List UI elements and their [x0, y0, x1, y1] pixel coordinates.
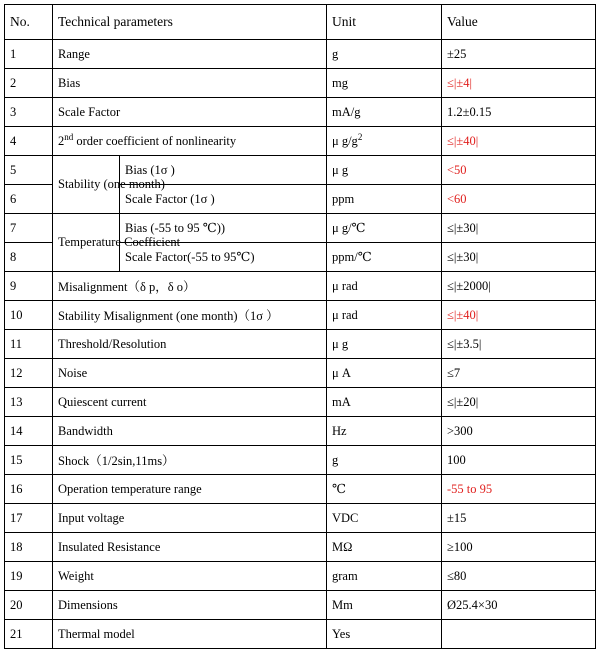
row-unit — [327, 127, 442, 156]
unit-text: μ g — [332, 162, 349, 177]
param-text: Weight — [58, 568, 94, 583]
unit-superscript: 2 — [357, 131, 363, 142]
param-group: Stability (one month) — [53, 156, 120, 214]
row-unit — [327, 388, 442, 417]
param-prefix: 2 — [58, 133, 65, 148]
param-text: Misalignment（δ p，δ o） — [58, 280, 196, 294]
table-row — [5, 388, 596, 417]
table-row — [5, 69, 596, 98]
row-param — [53, 272, 327, 301]
param-text: Range — [58, 46, 90, 61]
row-unit — [327, 533, 442, 562]
row-unit — [327, 185, 442, 214]
row-param — [53, 591, 327, 620]
unit-text: g — [332, 46, 339, 61]
row-param — [53, 69, 327, 98]
row-value: ≤|±3.5| — [442, 330, 596, 359]
row-value: Ø25.4×30 — [442, 591, 596, 620]
row-value: -55 to 95 — [442, 475, 596, 504]
unit-text: mA/g — [332, 104, 361, 119]
row-no: 7 — [5, 214, 53, 243]
param-text: Scale Factor — [58, 104, 121, 119]
unit-text: gram — [332, 568, 358, 583]
param-text: Threshold/Resolution — [58, 336, 167, 351]
spec-table — [4, 4, 596, 649]
row-no: 14 — [5, 417, 53, 446]
row-unit — [327, 504, 442, 533]
table-row — [5, 475, 596, 504]
row-no: 11 — [5, 330, 53, 359]
row-value: 1.2±0.15 — [442, 98, 596, 127]
unit-text: Hz — [332, 423, 347, 438]
param-text: Bandwidth — [58, 423, 113, 438]
param-group: Temperature Coefficient — [53, 214, 120, 272]
row-param — [53, 359, 327, 388]
param-text: Thermal model — [58, 626, 135, 641]
row-value: ±15 — [442, 504, 596, 533]
table-row — [5, 272, 596, 301]
row-value: ≤|±4| — [442, 69, 596, 98]
row-param — [53, 127, 327, 156]
row-param — [53, 620, 327, 649]
table-row — [5, 214, 596, 243]
param-text: Input voltage — [58, 510, 125, 525]
row-param — [53, 504, 327, 533]
table-row — [5, 359, 596, 388]
row-unit — [327, 69, 442, 98]
spec-table-body — [5, 40, 596, 649]
unit-text: μ g/℃ — [332, 221, 366, 235]
row-value: <60 — [442, 185, 596, 214]
row-no: 2 — [5, 69, 53, 98]
row-unit — [327, 272, 442, 301]
unit-text: mg — [332, 75, 348, 90]
param-text: Operation temperature range — [58, 481, 202, 496]
table-row — [5, 156, 596, 185]
row-value: ≤|±20| — [442, 388, 596, 417]
row-param — [53, 388, 327, 417]
row-param — [53, 446, 327, 475]
unit-text: ℃ — [332, 482, 346, 496]
header-value: Value — [442, 5, 596, 40]
row-value: >300 — [442, 417, 596, 446]
row-value: ≤7 — [442, 359, 596, 388]
row-no: 16 — [5, 475, 53, 504]
unit-text: μ g — [332, 336, 349, 351]
row-no: 4 — [5, 127, 53, 156]
row-value: ≥100 — [442, 533, 596, 562]
param-text: Stability Misalignment (one month)（1σ ） — [58, 309, 279, 323]
row-param: Bias (1σ ) — [120, 156, 327, 185]
param-text: Shock（1/2sin,11ms） — [58, 454, 175, 468]
row-param — [53, 301, 327, 330]
unit-text: mA — [332, 394, 351, 409]
param-text: Noise — [58, 365, 88, 380]
row-no: 1 — [5, 40, 53, 69]
row-param — [53, 562, 327, 591]
row-no: 18 — [5, 533, 53, 562]
header-param: Technical parameters — [53, 5, 327, 40]
table-row — [5, 417, 596, 446]
row-no: 9 — [5, 272, 53, 301]
param-text: Insulated Resistance — [58, 539, 161, 554]
row-value: ±25 — [442, 40, 596, 69]
row-param: Scale Factor(-55 to 95℃) — [120, 243, 327, 272]
row-unit — [327, 301, 442, 330]
table-row — [5, 98, 596, 127]
param-text: Bias — [58, 75, 81, 90]
row-no: 20 — [5, 591, 53, 620]
table-row — [5, 127, 596, 156]
row-value: 100 — [442, 446, 596, 475]
row-no: 21 — [5, 620, 53, 649]
table-row — [5, 620, 596, 649]
row-param — [53, 417, 327, 446]
row-unit — [327, 446, 442, 475]
header-unit: Unit — [327, 5, 442, 40]
header-row — [5, 5, 596, 40]
row-unit — [327, 214, 442, 243]
table-row — [5, 504, 596, 533]
row-value: ≤|±2000| — [442, 272, 596, 301]
row-no: 17 — [5, 504, 53, 533]
unit-text: ppm/℃ — [332, 250, 372, 264]
row-param: Scale Factor (1σ ) — [120, 185, 327, 214]
row-value: ≤|±30| — [442, 243, 596, 272]
table-row — [5, 562, 596, 591]
row-unit — [327, 330, 442, 359]
row-param — [53, 98, 327, 127]
unit-text: μ rad — [332, 278, 358, 293]
row-unit — [327, 98, 442, 127]
unit-text: μ A — [332, 365, 351, 380]
row-no: 10 — [5, 301, 53, 330]
row-value: ≤|±30| — [442, 214, 596, 243]
row-no: 6 — [5, 185, 53, 214]
table-row — [5, 446, 596, 475]
param-text: Dimensions — [58, 597, 118, 612]
row-unit — [327, 475, 442, 504]
unit-text: Yes — [332, 626, 351, 641]
row-no: 5 — [5, 156, 53, 185]
row-unit — [327, 562, 442, 591]
row-no: 13 — [5, 388, 53, 417]
row-unit — [327, 417, 442, 446]
table-row — [5, 40, 596, 69]
table-row — [5, 301, 596, 330]
row-param — [53, 533, 327, 562]
unit-text: g — [332, 452, 339, 467]
header-no: No. — [5, 5, 53, 40]
row-param — [53, 475, 327, 504]
row-unit — [327, 359, 442, 388]
param-text: order coefficient of nonlinearity — [73, 133, 237, 148]
row-value: ≤80 — [442, 562, 596, 591]
row-no: 3 — [5, 98, 53, 127]
unit-text: Mm — [332, 597, 353, 612]
unit-text: μ g/g — [332, 133, 358, 148]
table-row — [5, 533, 596, 562]
row-unit — [327, 620, 442, 649]
unit-text: ppm — [332, 191, 355, 206]
row-unit — [327, 591, 442, 620]
row-unit — [327, 243, 442, 272]
table-row — [5, 591, 596, 620]
row-value: ≤|±40| — [442, 127, 596, 156]
row-unit — [327, 40, 442, 69]
row-param: Bias (-55 to 95 ℃)) — [120, 214, 327, 243]
unit-text: VDC — [332, 510, 359, 525]
row-value: <50 — [442, 156, 596, 185]
unit-text: μ rad — [332, 307, 358, 322]
param-text: Quiescent current — [58, 394, 147, 409]
row-param — [53, 330, 327, 359]
row-no: 8 — [5, 243, 53, 272]
row-no: 12 — [5, 359, 53, 388]
row-no: 15 — [5, 446, 53, 475]
table-row — [5, 330, 596, 359]
row-value: ≤|±40| — [442, 301, 596, 330]
param-superscript: nd — [64, 131, 74, 142]
unit-text: MΩ — [332, 539, 353, 554]
row-value — [442, 620, 596, 649]
row-unit — [327, 156, 442, 185]
row-no: 19 — [5, 562, 53, 591]
row-param — [53, 40, 327, 69]
